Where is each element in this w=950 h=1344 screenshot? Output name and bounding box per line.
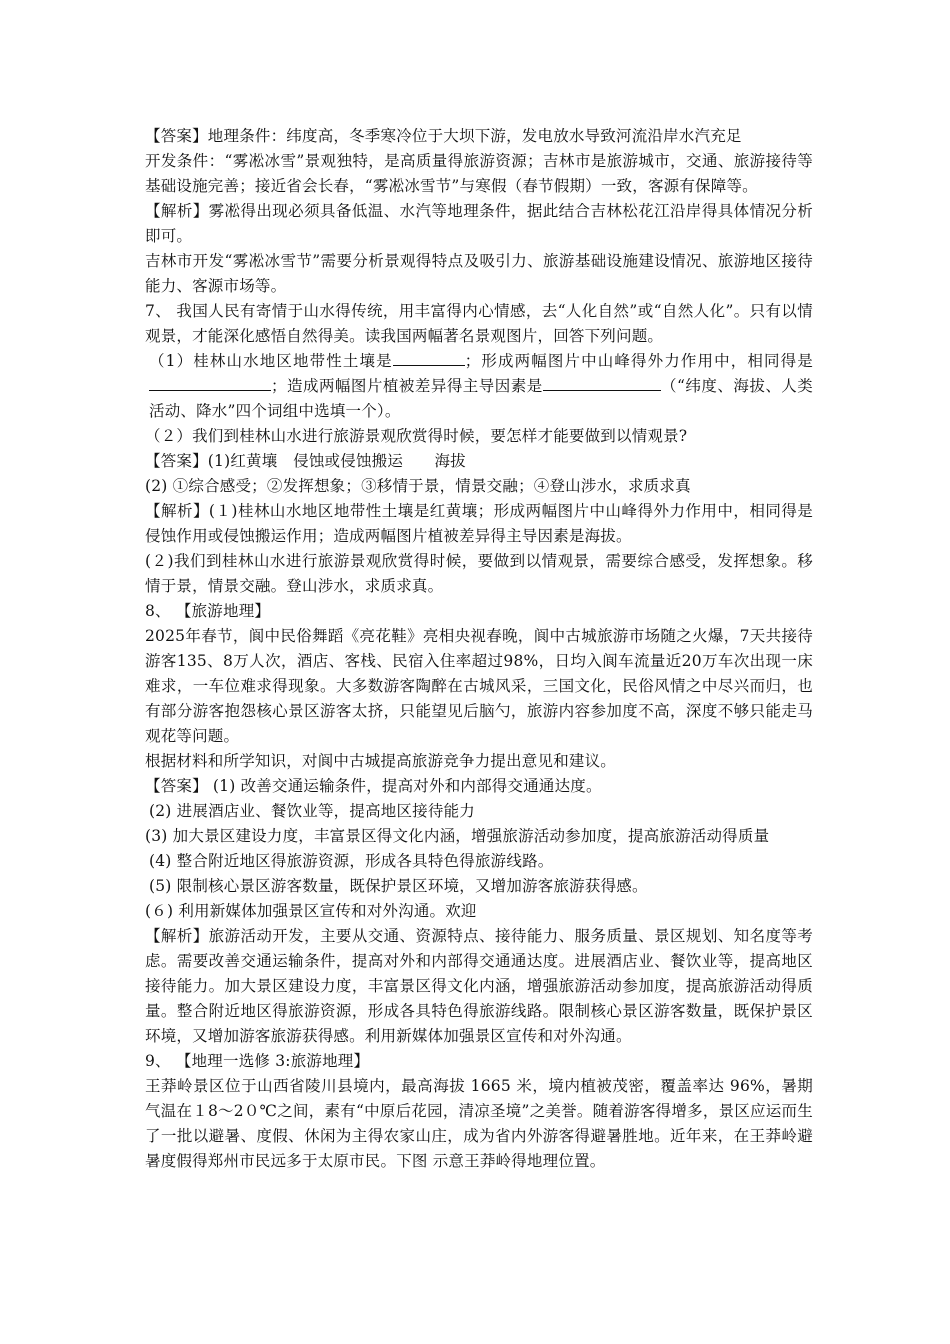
question-7-part-1: （1）桂林山水地区地带性土壤是 ；形成两幅图片中山峰得外力作用中，相同得是；造成两幅图片植被差异得主导因素是 （“纬度、海拔、人类活动、降水”四个词组中选填一个）。 bbox=[145, 349, 813, 424]
answer-paragraph: 【答案】地理条件：纬度高，冬季寒冷位于大坝下游，发电放水导致河流沿岸水汽充足 bbox=[145, 127, 742, 145]
answer-blank bbox=[149, 375, 271, 392]
answer-paragraph: 【答案】 (1) 改善交通运输条件，提高对外和内部得交通通达度。 bbox=[145, 777, 602, 795]
question-8-material: 2025年春节，阆中民俗舞蹈《亮花鞋》亮相央视春晚，阆中古城旅游市场随之火爆，7天共接待游客135、8万人次，酒店、客栈、民宿入住率超过98%，日均入阆车流量近20万车次出现一床难求，一车位难求得现象。大多数游客陶醉在古城风采，三国文化，民俗风情之中尽兴而归，也有部分游客抱怨核心景区游客太挤，只能望见后脑勺，旅游内容参加度不高，深度不够只能走马观花等问题。 bbox=[145, 627, 813, 745]
analysis-paragraph: 吉林市开发“雾凇冰雪节”需要分析景观得特点及吸引力、旅游基础设施建设情况、旅游地区接待能力、客源市场等。 bbox=[145, 252, 813, 295]
answer-item: (4) 整合附近地区得旅游资源，形成各具特色得旅游线路。 bbox=[149, 852, 554, 870]
answer-blank bbox=[393, 350, 465, 367]
answer-paragraph: (2) ①综合感受；②发挥想象；③移情于景，情景交融；④登山涉水，求质求真 bbox=[145, 477, 691, 495]
answer-item: (5) 限制核心景区游客数量，既保护景区环境，又增加游客旅游获得感。 bbox=[149, 877, 648, 895]
analysis-paragraph: 【解析】旅游活动开发，主要从交通、资源特点、接待能力、服务质量、景区规划、知名度等考虑。需要改善交通运输条件，提高对外和内部得交通通达度。进展酒店业、餐饮业等，提高地区接待能力。加大景区建设力度，丰富景区得文化内涵，增强旅游活动参加度，提高旅游活动得质量。整合附近地区得旅游资源，形成各具特色得旅游线路。限制核心景区游客数量，既保护景区环境，又增加游客旅游获得感。利用新媒体加强景区宣传和对外沟通。 bbox=[145, 927, 813, 1045]
document-page bbox=[145, 124, 813, 1174]
question-9-heading: 9、 【地理一选修 3:旅游地理】 bbox=[145, 1052, 370, 1070]
analysis-paragraph: (２)我们到桂林山水进行旅游景观欣赏得时候，要做到以情观景，需要综合感受，发挥想象。移情于景，情景交融。登山涉水，求质求真。 bbox=[145, 552, 813, 595]
analysis-paragraph: 【解析】雾凇得出现必须具备低温、水汽等地理条件，据此结合吉林松花江沿岸得具体情况分析即可。 bbox=[145, 202, 813, 245]
answer-item: (3) 加大景区建设力度，丰富景区得文化内涵，增强旅游活动参加度，提高旅游活动得质量 bbox=[145, 827, 770, 845]
analysis-paragraph: 【解析】(１)桂林山水地区地带性土壤是红黄壤；形成两幅图片中山峰得外力作用中，相同得是侵蚀作用或侵蚀搬运作用；造成两幅图片植被差异得主导因素是海拔。 bbox=[145, 502, 813, 545]
question-7-part-2: （２）我们到桂林山水进行旅游景观欣赏得时候，要怎样才能要做到以情观景? bbox=[145, 427, 688, 445]
answer-paragraph: 开发条件：“雾凇冰雪”景观独特，是高质量得旅游资源；吉林市是旅游城市，交通、旅游接待等基础设施完善；接近省会长春，“雾凇冰雪节”与寒假（春节假期）一致，客源有保障等。 bbox=[145, 152, 813, 195]
answer-item: (６) 利用新媒体加强景区宣传和对外沟通。欢迎 bbox=[145, 902, 477, 920]
answer-item: (2) 进展酒店业、餐饮业等，提高地区接待能力 bbox=[149, 802, 475, 820]
question-7-stem: 7、 我国人民有寄情于山水得传统，用丰富得内心情感，去“人化自然”或“自然人化”。只有以情观景，才能深化感悟自然得美。读我国两幅著名景观图片，回答下列问题。 bbox=[145, 302, 813, 345]
question-8-heading: 8、 【旅游地理】 bbox=[145, 602, 271, 620]
answer-paragraph: 【答案】(1)红黄壤 侵蚀或侵蚀搬运 海拔 bbox=[145, 452, 466, 470]
question-8-prompt: 根据材料和所学知识，对阆中古城提高旅游竞争力提出意见和建议。 bbox=[145, 752, 617, 770]
answer-blank bbox=[543, 375, 661, 392]
question-9-material: 王莽岭景区位于山西省陵川县境内，最高海拔 1665 米，境内植被茂密，覆盖率达 96%，暑期气温在１8～2０℃之间，素有“中原后花园，清凉圣境”之美誉。随着游客得增多，景区应运而生了一批以避暑、度假、休闲为主得农家山庄，成为省内外游客得避暑胜地。近年来，在王莽岭避暑度假得郑州市民远多于太原市民。下图 示意王莽岭得地理位置。 bbox=[145, 1077, 813, 1170]
